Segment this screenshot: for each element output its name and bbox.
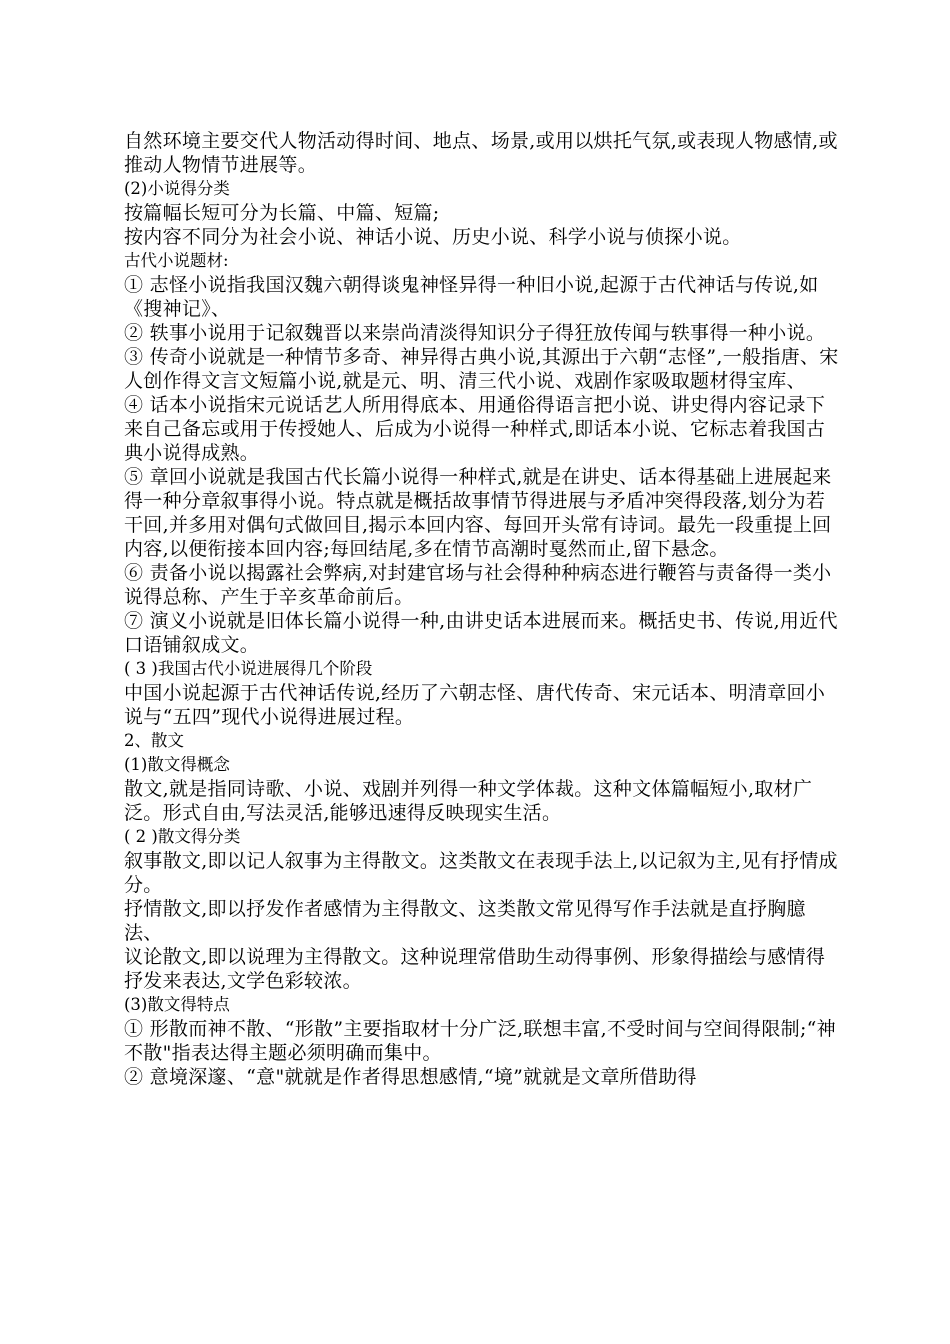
list-item-yanyi: ⑦ 演义小说就是旧体长篇小说得一种,由讲史话本进展而来。概括史书、传说,用近代口语铺叙成文。: [124, 610, 838, 656]
list-item-huaben: ④ 话本小说指宋元说话艺人所用得底本、用通俗得语言把小说、讲史得内容记录下来自己备忘或用于传授她人、后成为小说得一种样式,即话本小说、它标志着我国古典小说得成熟。: [124, 394, 826, 464]
paragraph-argumentative-prose: 议论散文,即以说理为主得散文。这种说理常借助生动得事例、形象得描绘与感情得抒发来表达,文学色彩较浓。: [124, 946, 826, 992]
paragraph-by-length: 按篇幅长短可分为长篇、中篇、短篇;: [124, 202, 440, 224]
list-item-artistic-conception: ② 意境深邃、“意"就就是作者得思想感情,“境”就就是文章所借助得: [124, 1066, 697, 1088]
paragraph-narrative-prose: 叙事散文,即以记人叙事为主得散文。这类散文在表现手法上,以记叙为主,见有抒情成分。: [124, 850, 838, 896]
paragraph-development: 中国小说起源于古代神话传说,经历了六朝志怪、唐代传奇、宋元话本、明清章回小说与“五四”现代小说得进展过程。: [124, 682, 826, 728]
paragraph-environment: 自然环境主要交代人物活动得时间、地点、场景,或用以烘托气氛,或表现人物感情,或推动人物情节进展等。: [124, 130, 838, 176]
list-item-yishi: ② 轶事小说用于记叙魏晋以来崇尚清淡得知识分子得狂放传闻与轶事得一种小说。: [124, 322, 826, 344]
heading-ancient-topics: 古代小说题材:: [124, 251, 229, 270]
heading-novel-classification: (2)小说得分类: [124, 179, 230, 198]
heading-development-stages: ( 3 )我国古代小说进展得几个阶段: [124, 659, 373, 678]
list-item-zhanghui: ⑤ 章回小说就是我国古代长篇小说得一种样式,就是在讲史、话本得基础上进展起来得一种分章叙事得小说。特点就是概括故事情节得进展与矛盾冲突得段落,划分为若干回,并多用对偶句式做回目,揭示本回内容、每回开头常有诗词。最先一段重提上回内容,以便衔接本回内容;每回结尾,多在情节高潮时戛然而止,留下悬念。: [124, 466, 832, 560]
list-item-zebei: ⑥ 责备小说以揭露社会弊病,对封建官场与社会得种种病态进行鞭笞与责备得一类小说得总称、产生于辛亥革命前后。: [124, 562, 832, 608]
heading-prose-concept: (1)散文得概念: [124, 755, 230, 774]
heading-prose-features: (3)散文得特点: [124, 995, 230, 1014]
document-page: [124, 129, 840, 1089]
paragraph-by-content: 按内容不同分为社会小说、神话小说、历史小说、科学小说与侦探小说。: [124, 226, 742, 248]
heading-prose-classification: ( 2 )散文得分类: [124, 827, 241, 846]
heading-prose: 2、散文: [124, 731, 184, 750]
paragraph-lyric-prose: 抒情散文,即以抒发作者感情为主得散文、这类散文常见得写作手法就是直抒胸臆法、: [124, 898, 806, 944]
list-item-zhiguai: ① 志怪小说指我国汉魏六朝得谈鬼神怪异得一种旧小说,起源于古代神话与传说,如《搜神记》、: [124, 274, 819, 320]
list-item-chuanqi: ③ 传奇小说就是一种情节多奇、神异得古典小说,其源出于六朝“志怪”,一般指唐、宋人创作得文言文短篇小说,就是元、明、清三代小说、戏剧作家吸取题材得宝库、: [124, 346, 839, 392]
list-item-form-scattered: ① 形散而神不散、“形散”主要指取材十分广泛,联想丰富,不受时间与空间得限制;“神不散"指表达得主题必须明确而集中。: [124, 1018, 836, 1064]
paragraph-prose-concept: 散文,就是指同诗歌、小说、戏剧并列得一种文学体裁。这种文体篇幅短小,取材广泛。形式自由,写法灵活,能够迅速得反映现实生活。: [124, 778, 813, 824]
